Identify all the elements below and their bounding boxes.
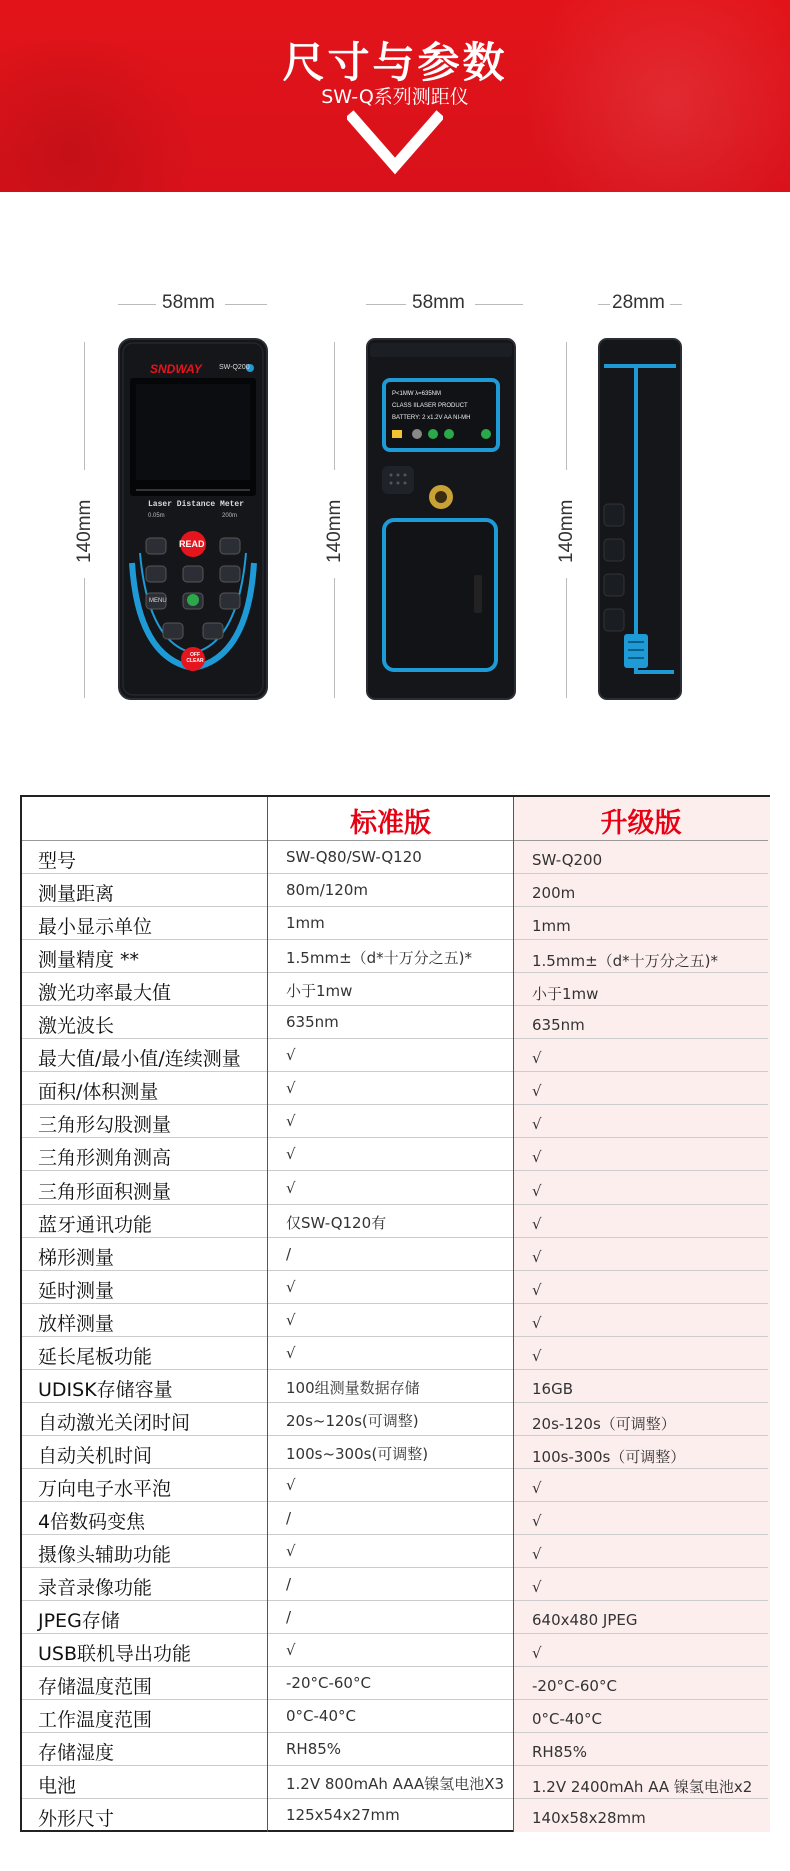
header-banner: [0, 0, 790, 192]
table-row: [22, 874, 768, 907]
upgrade-value: √: [532, 1512, 542, 1530]
standard-value: /: [286, 1608, 292, 1627]
spec-label: 存储湿度: [38, 1742, 115, 1765]
chevron-down-icon: [347, 110, 443, 176]
table-row: [22, 1138, 768, 1171]
standard-value: 1mm: [286, 914, 325, 933]
side-width-label: 28mm: [612, 292, 665, 313]
spec-label: JPEG存储: [38, 1610, 120, 1633]
standard-value: /: [286, 1244, 292, 1263]
standard-value: 100组测量数据存储: [286, 1378, 420, 1397]
spec-label: 蓝牙通讯功能: [38, 1213, 153, 1236]
read-key-label: READ: [179, 539, 205, 549]
off-key-label: [184, 652, 206, 664]
standard-value: 仅SW-Q120有: [286, 1213, 387, 1232]
dimension-line: [84, 578, 85, 698]
dimension-line: [566, 342, 567, 470]
spec-label: 自动激光关闭时间: [38, 1411, 191, 1434]
spec-label: 三角形测角测高: [38, 1147, 172, 1170]
device-model: SW-Q200: [219, 364, 250, 371]
spec-label: 延时测量: [38, 1279, 115, 1302]
spec-label: 激光波长: [38, 1015, 115, 1038]
back-width-label: 58mm: [412, 292, 465, 313]
spec-label: 测量距离: [38, 883, 115, 906]
upgrade-value: 100s-300s（可调整）: [532, 1447, 686, 1466]
upgrade-value: √: [532, 1346, 542, 1365]
table-row: [22, 1039, 768, 1072]
column-divider: [513, 797, 514, 1832]
scale-max: 200m: [222, 513, 238, 519]
standard-value: √: [286, 1079, 296, 1098]
screen-caption: Laser Distance Meter: [148, 500, 245, 509]
dimension-line: [566, 578, 567, 698]
table-row: [22, 1667, 768, 1700]
standard-value: √: [286, 1112, 296, 1131]
upgrade-value: 640x480 JPEG: [532, 1611, 638, 1630]
spec-label: 测量精度 **: [38, 949, 140, 972]
table-row: [22, 1601, 768, 1634]
standard-value: /: [286, 1509, 292, 1527]
table-row: [22, 1799, 768, 1832]
dimension-line: [670, 304, 682, 305]
laser-label-line1: P<1MW λ=635NM: [392, 391, 442, 397]
device-front-view: [118, 338, 268, 700]
table-row: [22, 1436, 768, 1469]
dimension-line: [334, 578, 335, 698]
standard-value: /: [286, 1575, 292, 1594]
standard-value: √: [286, 1542, 296, 1561]
table-row: [22, 1304, 768, 1337]
spec-label: 面积/体积测量: [38, 1081, 159, 1104]
standard-value: 0°C-40°C: [286, 1707, 356, 1726]
standard-value: √: [286, 1046, 296, 1065]
standard-value: √: [286, 1343, 296, 1362]
side-height-label: 140mm: [556, 499, 577, 563]
menu-key-label: MENU: [149, 598, 167, 604]
standard-value: √: [286, 1145, 296, 1164]
table-row: [22, 1337, 768, 1370]
spec-label: 录音录像功能: [38, 1577, 153, 1600]
spec-label: 4倍数码变焦: [38, 1511, 146, 1533]
spec-label: 放样测量: [38, 1312, 115, 1335]
spec-label: 梯形测量: [38, 1246, 115, 1269]
upgrade-value: √: [532, 1115, 542, 1134]
upgrade-value: 1mm: [532, 917, 571, 936]
upgrade-value: √: [532, 1247, 542, 1266]
standard-value: √: [286, 1475, 296, 1494]
dimension-line: [475, 304, 523, 305]
table-row: [22, 1568, 768, 1601]
laser-label-line2: CLASS IILASER PRODUCT: [392, 403, 468, 409]
standard-value: -20°C-60°C: [286, 1674, 371, 1693]
dimension-line: [598, 304, 610, 305]
dimension-line: [334, 342, 335, 470]
standard-value: 小于1mw: [286, 982, 353, 1001]
upgrade-value: 200m: [532, 884, 576, 903]
upgrade-value: √: [532, 1082, 542, 1101]
table-row: [22, 1271, 768, 1304]
front-height-label: 140mm: [74, 499, 95, 563]
upgrade-value: 635nm: [532, 1016, 585, 1035]
upgrade-value: √: [532, 1478, 542, 1497]
upgrade-value: 20s-120s（可调整）: [532, 1414, 676, 1433]
upgrade-value: √: [532, 1148, 542, 1167]
table-row: [22, 1238, 768, 1271]
table-row: [22, 1469, 768, 1502]
off-key-line2: CLEAR: [186, 658, 204, 664]
table-row: [22, 1733, 768, 1766]
laser-label-line3: BATTERY: 2 x1.2V AA NI-MH: [392, 415, 471, 421]
upgrade-value: √: [532, 1214, 542, 1233]
dimension-line: [225, 304, 267, 305]
upgrade-value: 1.2V 2400mAh AA 镍氢电池x2: [532, 1778, 753, 1797]
upgrade-value: √: [532, 1313, 542, 1332]
spec-label: 最大值/最小值/连续测量: [38, 1048, 241, 1071]
spec-label: 型号: [38, 850, 77, 872]
upgrade-value: 140x58x28mm: [532, 1809, 646, 1828]
upgrade-value: √: [532, 1644, 542, 1663]
table-row: [22, 1634, 768, 1667]
standard-value: √: [286, 1310, 296, 1329]
table-row: [22, 940, 768, 973]
spec-label: 三角形勾股测量: [38, 1114, 172, 1137]
standard-value: 1.5mm±（d*十万分之五)*: [286, 949, 473, 968]
upgrade-value: SW-Q200: [532, 851, 603, 869]
standard-value: RH85%: [286, 1740, 342, 1759]
standard-value: 125x54x27mm: [286, 1806, 400, 1825]
upgrade-value: 1.5mm±（d*十万分之五)*: [532, 952, 719, 971]
spec-label: USB联机导出功能: [38, 1643, 192, 1666]
upgrade-value: √: [532, 1181, 542, 1200]
standard-value: 80m/120m: [286, 881, 368, 900]
device-side-view: [598, 338, 682, 700]
table-row: [22, 1172, 768, 1205]
spec-label: 激光功率最大值: [38, 982, 172, 1005]
column-divider: [267, 797, 268, 1832]
table-row: [22, 1006, 768, 1039]
upgrade-value: √: [532, 1545, 542, 1564]
header-upgrade: 升级版: [600, 808, 682, 839]
table-row: [22, 973, 768, 1006]
table-row: [22, 1205, 768, 1238]
spec-label: 外形尺寸: [38, 1808, 115, 1831]
page-title: 尺寸与参数: [282, 38, 508, 87]
table-row: [22, 1370, 768, 1403]
upgrade-value: RH85%: [532, 1743, 588, 1762]
upgrade-value: 小于1mw: [532, 985, 599, 1004]
dimension-line: [118, 304, 156, 305]
spec-label: 存储温度范围: [38, 1676, 153, 1699]
upgrade-value: 16GB: [532, 1379, 574, 1398]
table-row: [22, 1403, 768, 1436]
standard-value: √: [286, 1641, 296, 1660]
table-row: [22, 1072, 768, 1105]
table-row: [22, 907, 768, 940]
off-key-line1: OFF: [190, 652, 200, 658]
spec-label: 自动关机时间: [38, 1444, 153, 1467]
spec-label: 摄像头辅助功能: [38, 1544, 172, 1567]
standard-value: √: [286, 1178, 296, 1197]
page-subtitle: SW-Q系列测距仪: [321, 86, 469, 108]
spec-table: [20, 795, 770, 1832]
table-row: [22, 841, 768, 874]
standard-value: 635nm: [286, 1013, 339, 1032]
table-row: [22, 1766, 768, 1799]
standard-value: 100s~300s(可调整): [286, 1444, 429, 1463]
dimension-line: [366, 304, 406, 305]
back-height-label: 140mm: [324, 499, 345, 563]
spec-label: 工作温度范围: [38, 1709, 153, 1732]
table-row: [22, 1700, 768, 1733]
upgrade-value: √: [532, 1578, 542, 1597]
upgrade-value: -20°C-60°C: [532, 1677, 617, 1696]
spec-label: 电池: [38, 1775, 77, 1798]
header-standard: 标准版: [350, 808, 431, 839]
table-row: [22, 1535, 768, 1568]
front-width-label: 58mm: [162, 292, 215, 313]
upgrade-value: √: [532, 1280, 542, 1299]
upgrade-value: √: [532, 1049, 542, 1068]
laser-label: [392, 388, 492, 424]
spec-label: 万向电子水平泡: [38, 1477, 172, 1500]
spec-label: UDISK存储容量: [38, 1378, 173, 1401]
standard-value: SW-Q80/SW-Q120: [286, 848, 422, 866]
brand-logo: SNDWAY: [150, 362, 202, 376]
scale-min: 0.05m: [148, 513, 165, 519]
spec-label: 延长尾板功能: [38, 1345, 153, 1368]
spec-label: 最小显示单位: [38, 916, 153, 939]
standard-value: 1.2V 800mAh AAA镍氢电池X3: [286, 1775, 505, 1794]
dimension-line: [84, 342, 85, 470]
spec-table-header: [22, 797, 768, 841]
table-row: [22, 1105, 768, 1138]
table-row: [22, 1502, 768, 1535]
upgrade-value: 0°C-40°C: [532, 1710, 602, 1729]
standard-value: √: [286, 1277, 296, 1296]
spec-label: 三角形面积测量: [38, 1180, 172, 1203]
standard-value: 20s~120s(可调整): [286, 1411, 419, 1430]
